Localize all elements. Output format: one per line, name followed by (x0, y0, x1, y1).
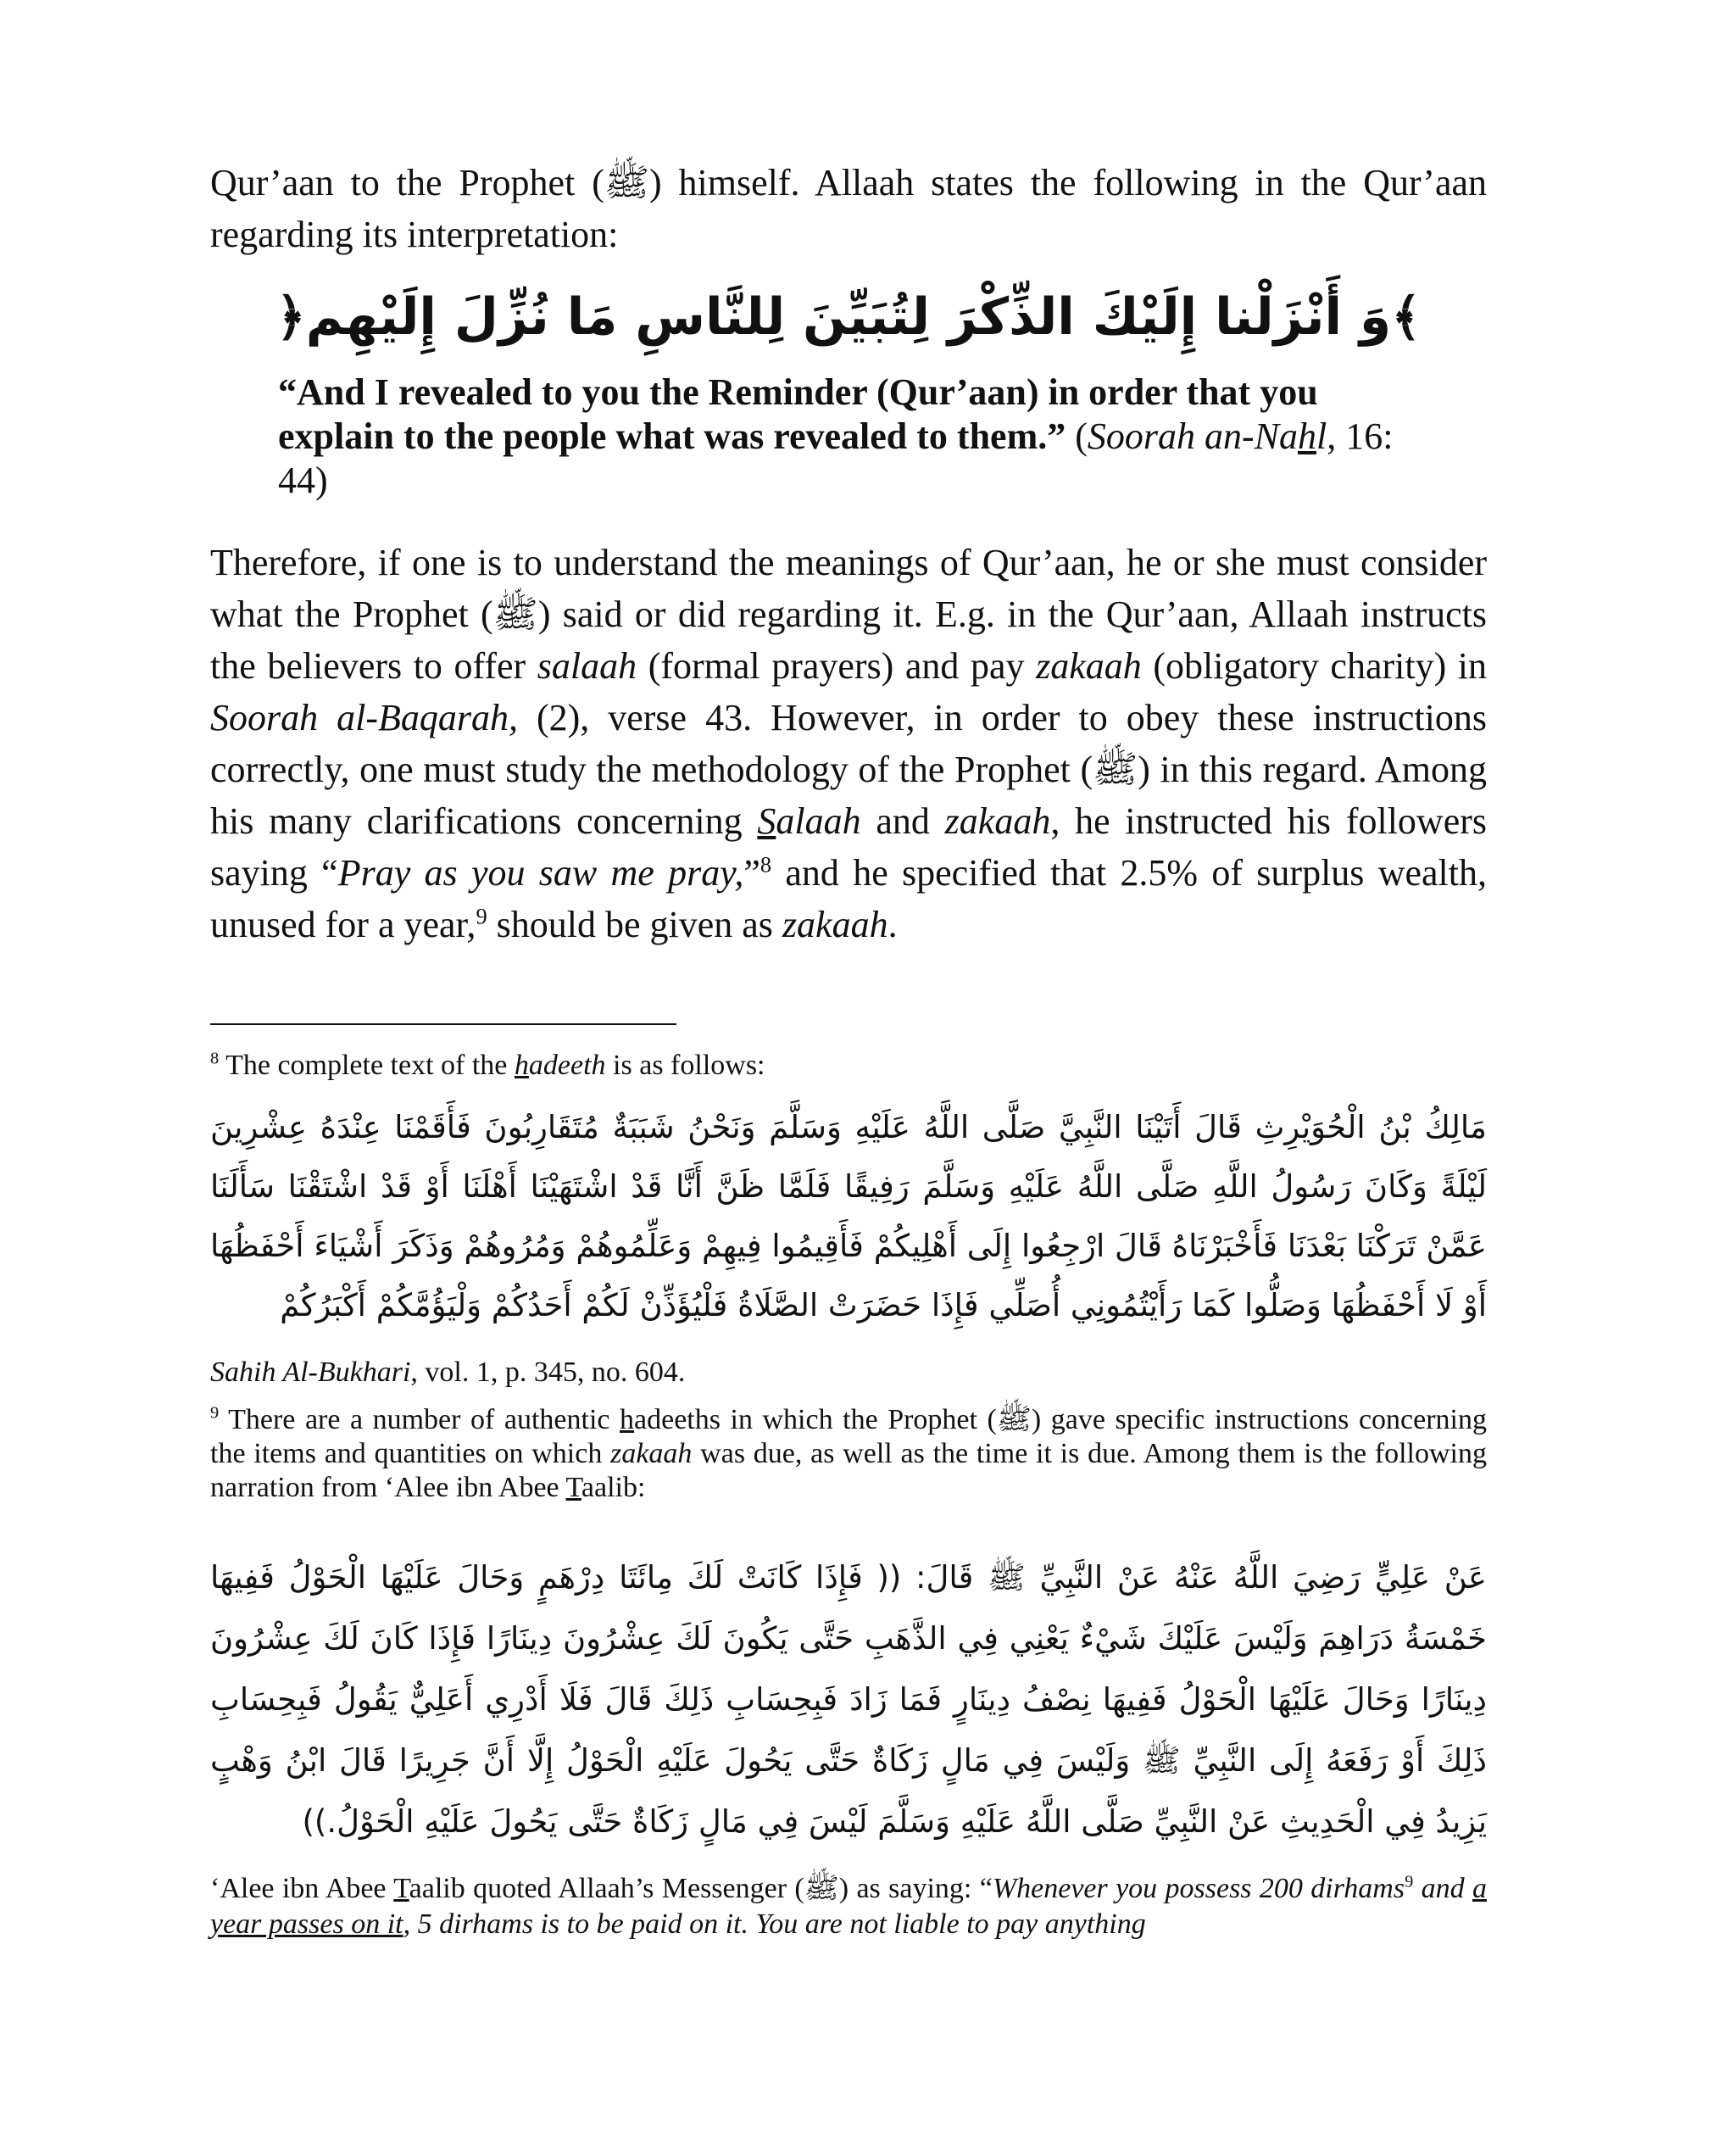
footnote-8-source: Sahih Al-Bukhari, vol. 1, p. 345, no. 604. (210, 1357, 686, 1388)
footnote-9: $^9$ There are a number of authentic hadeeths in which the Prophet (ﷺ) gave specific instructions concerning the items and quantities on which zakaah was due, as well as the time it is due. Among them is the following narration from ‘Alee ibn Abee Taalib: (210, 1403, 1487, 1503)
footnote-divider (210, 1023, 676, 1025)
verse-translation: “And I revealed to you the Reminder (Qur’aan) in order that you explain to the people what was revealed to them.” (Soorah an-Nahl, 16: 44) (278, 371, 1394, 501)
footnote-8-arabic-hadith: مَالِكُ بْنُ الْحُوَيْرِثِ قَالَ أَتَيْنَا النَّبِيَّ صَلَّى اللَّهُ عَلَيْهِ وَسَلَّمَ وَنَحْنُ شَبَبَةٌ مُتَقَارِبُونَ فَأَقَمْنَا عِنْدَهُ عِشْرِينَ لَيْلَةً وَكَانَ رَسُولُ اللَّهِ صَلَّى اللَّهُ عَلَيْهِ وَسَلَّمَ رَفِيقًا فَلَمَّا ظَنَّ أَنَّا قَدْ اشْتَهَيْنَا أَهْلَنَا أَوْ قَدْ اشْتَقْنَا سَأَلَنَا عَمَّنْ تَرَكْنَا بَعْدَنَا فَأَخْبَرْنَاهُ قَالَ ارْجِعُوا إِلَى أَهْلِيكُمْ فَأَقِيمُوا فِيهِمْ وَعَلِّمُوهُمْ وَمُرُوهُمْ وَذَكَرَ أَشْيَاءَ أَحْفَظُهَا أَوْ لَا أَحْفَظُهَا وَصَلُّوا كَمَا رَأَيْتُمُونِي أُصَلِّي فَإِذَا حَضَرَتْ الصَّلَاةُ فَلْيُؤَذِّنْ لَكُمْ أَحَدُكُمْ وَلْيَؤُمَّكُمْ أَكْبَرُكُمْ (210, 1109, 1487, 1323)
translation-text: “And I revealed to you the Reminder (Qur’aan) in order that you explain to the people what was revealed to them.” (278, 371, 1318, 457)
footnote-8: $^8$ The complete text of the hadeeth is as follows: (210, 1049, 765, 1081)
document-page (210, 157, 1487, 1942)
explanation-paragraph: Therefore, if one is to understand the meanings of Qur’aan, he or she must consider what the Prophet (ﷺ) said or did regarding it. E.g. in the Qur’aan, Allaah instructs the believers to offer salaah (formal prayers) and pay zakaah (obligatory charity) in Soorah al-Baqarah, (2), verse 43. However, in order to obey these instructions correctly, one must study the methodology of the Prophet (ﷺ) in this regard. Among his many clarifications concerning Salaah and zakaah, he instructed his followers saying “Pray as you saw me pray,”$^8$ and he specified that 2.5% of surplus wealth, unused for a year,$^9$ should be given as zakaah. (210, 542, 1488, 945)
quran-verse-arabic: ﴿وَ أَنْزَلْنا إِلَيْكَ الذِّكْرَ لِتُبَيِّنَ لِلنَّاسِ مَا نُزِّلَ إِلَيْهِم﴾ (275, 287, 1422, 347)
footnote-ref-8: 8 (760, 851, 772, 878)
intro-paragraph: Qur’aan to the Prophet (ﷺ) himself. Allaah states the following in the Qur’aan regarding its interpretation: (210, 162, 1487, 255)
footnote-9-arabic-hadith: عَنْ عَلِيٍّ رَضِيَ اللَّهُ عَنْهُ عَنْ النَّبِيِّ ﷺ قَالَ: (( فَإِذَا كَانَتْ لَكَ مِائَتَا دِرْهَمٍ وَحَالَ عَلَيْهَا الْحَوْلُ فَفِيهَا خَمْسَةُ دَرَاهِمَ وَلَيْسَ عَلَيْكَ شَيْءٌ يَعْنِي فِي الذَّهَبِ حَتَّى يَكُونَ لَكَ عِشْرُونَ دِينَارًا فَإِذَا كَانَ لَكَ عِشْرُونَ دِينَارًا وَحَالَ عَلَيْهَا الْحَوْلُ فَفِيهَا نِصْفُ دِينَارٍ فَمَا زَادَ فَبِحِسَابِ ذَلِكَ قَالَ فَلَا أَدْرِي أَعَلِيٌّ يَقُولُ فَبِحِسَابِ ذَلِكَ أَوْ رَفَعَهُ إِلَى النَّبِيِّ ﷺ وَلَيْسَ فِي مَالٍ زَكَاةٌ حَتَّى يَحُولَ عَلَيْهِ الْحَوْلُ إِلَّا أَنَّ جَرِيرًا قَالَ ابْنُ وَهْبٍ يَزِيدُ فِي الْحَدِيثِ عَنْ النَّبِيِّ صَلَّى اللَّهُ عَلَيْهِ وَسَلَّمَ لَيْسَ فِي مَالٍ زَكَاةٌ حَتَّى يَحُولَ عَلَيْهِ الْحَوْلُ.)) (210, 1559, 1487, 1840)
footnote-ref-9: 9 (476, 903, 487, 929)
hadith-translation: ‘Alee ibn Abee Taalib quoted Allaah’s Messenger (ﷺ) as saying: “Whenever you possess 200 dirhams$^9$ and a year passes on it, 5 dirhams is to be paid on it. You are not liable to pay anything (210, 1872, 1487, 1940)
